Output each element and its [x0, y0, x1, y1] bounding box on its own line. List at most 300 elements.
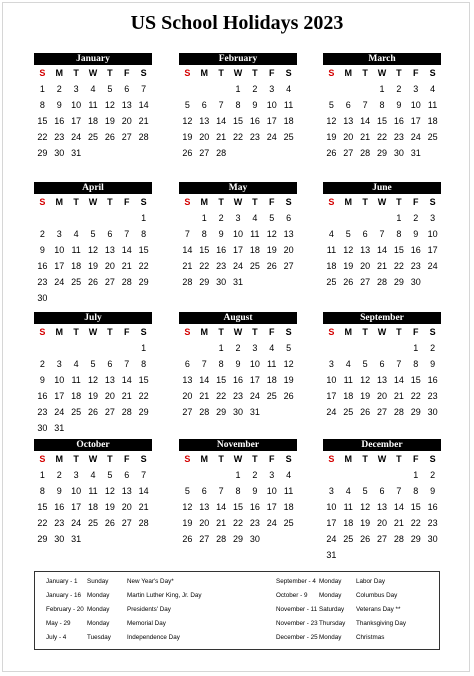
holiday-name: New Year's Day*: [127, 578, 174, 585]
empty-day-cell: [213, 467, 230, 483]
day-cell: 13: [182, 375, 193, 385]
day-cell: 19: [87, 261, 98, 271]
day-cell: 9: [235, 359, 241, 369]
day-cell: 16: [54, 502, 65, 512]
day-cell: 7: [141, 84, 147, 94]
day-cell: 24: [54, 407, 65, 417]
day-cell: 21: [138, 116, 149, 126]
day-cell: 25: [266, 391, 277, 401]
day-cell: 2: [39, 359, 45, 369]
empty-day-cell: [51, 210, 68, 226]
weekday-label: F: [268, 327, 275, 337]
day-cell: 3: [269, 470, 275, 480]
day-cell: 27: [376, 534, 387, 544]
day-cell: 24: [427, 261, 438, 271]
day-cell: 27: [182, 407, 193, 417]
day-cell: 22: [37, 518, 48, 528]
weekday-label: T: [252, 327, 258, 337]
day-cell: 18: [283, 116, 294, 126]
day-cell: 8: [141, 359, 147, 369]
weekday-label: S: [429, 327, 436, 337]
day-cell: 29: [232, 534, 243, 544]
day-cell: 22: [410, 518, 421, 528]
day-cell: 14: [376, 245, 387, 255]
day-cell: 11: [343, 502, 353, 512]
empty-day-cell: [340, 81, 357, 97]
day-cell: 9: [39, 245, 45, 255]
day-cell: 8: [141, 229, 147, 239]
weekday-label: W: [377, 197, 387, 207]
weekday-label: S: [140, 327, 147, 337]
day-cell: 14: [138, 100, 149, 110]
weekday-label: T: [218, 327, 224, 337]
day-cell: 12: [104, 486, 115, 496]
day-cell: 17: [232, 245, 243, 255]
day-cell: 2: [396, 84, 402, 94]
day-cell: 28: [121, 407, 132, 417]
day-cell: 6: [124, 84, 130, 94]
weekday-label: T: [252, 68, 258, 78]
day-cell: 12: [283, 359, 294, 369]
day-cell: 15: [393, 245, 404, 255]
day-cell: 23: [410, 261, 421, 271]
day-cell: 28: [393, 407, 404, 417]
day-cell: 15: [410, 375, 421, 385]
day-cell: 13: [199, 116, 210, 126]
weekday-label: T: [107, 197, 113, 207]
day-cell: 6: [107, 229, 113, 239]
day-cell: 27: [199, 534, 210, 544]
day-cell: 24: [326, 407, 337, 417]
empty-day-cell: [179, 81, 196, 97]
weekday-label: F: [268, 454, 275, 464]
day-cell: 29: [199, 277, 210, 287]
month-april: [34, 182, 152, 303]
day-cell: 27: [199, 148, 210, 158]
empty-day-cell: [196, 340, 213, 356]
weekday-label: F: [123, 68, 130, 78]
day-cell: 15: [37, 502, 48, 512]
day-cell: 4: [90, 470, 96, 480]
month-header: September: [323, 312, 441, 324]
weekday-label: S: [39, 197, 46, 207]
month-header: December: [323, 439, 441, 451]
day-cell: 27: [343, 148, 354, 158]
day-cell: 5: [328, 100, 334, 110]
day-cell: 23: [393, 132, 404, 142]
day-cell: 18: [343, 391, 354, 401]
day-cell: 3: [269, 84, 275, 94]
day-cell: 22: [37, 132, 48, 142]
day-cell: 13: [283, 229, 294, 239]
empty-day-cell: [179, 210, 196, 226]
day-cell: 16: [37, 261, 48, 271]
holiday-name: Veterans Day **: [356, 606, 401, 613]
month-header: February: [179, 53, 297, 65]
day-cell: 29: [138, 407, 149, 417]
day-cell: 18: [427, 116, 438, 126]
day-cell: 8: [413, 359, 419, 369]
holiday-date: January - 1: [46, 578, 78, 585]
weekday-label: M: [344, 68, 353, 78]
day-cell: 9: [413, 229, 419, 239]
day-cell: 30: [37, 423, 48, 433]
weekday-label: F: [412, 68, 419, 78]
day-cell: 11: [88, 100, 98, 110]
day-cell: 21: [121, 391, 132, 401]
empty-day-cell: [340, 340, 357, 356]
day-cell: 23: [249, 132, 260, 142]
weekday-label: F: [268, 68, 275, 78]
day-cell: 10: [71, 100, 82, 110]
day-cell: 29: [393, 277, 404, 287]
day-cell: 25: [249, 261, 260, 271]
weekday-label: M: [200, 327, 209, 337]
month-days-grid: [34, 451, 152, 547]
day-cell: 30: [232, 407, 243, 417]
holiday-weekday: Sunday: [87, 578, 109, 585]
day-cell: 9: [56, 486, 62, 496]
empty-day-cell: [390, 340, 407, 356]
day-cell: 20: [376, 391, 387, 401]
empty-day-cell: [34, 210, 51, 226]
day-cell: 23: [54, 132, 65, 142]
weekday-label: M: [200, 454, 209, 464]
month-september: [323, 312, 441, 424]
month-days-grid: [323, 324, 441, 420]
day-cell: 19: [266, 245, 277, 255]
day-cell: 28: [199, 407, 210, 417]
day-cell: 16: [37, 391, 48, 401]
weekday-label: T: [396, 454, 402, 464]
day-cell: 22: [138, 261, 149, 271]
month-december: [323, 439, 441, 560]
holiday-date: November - 11: [276, 606, 318, 613]
weekday-label: S: [184, 327, 191, 337]
day-cell: 1: [396, 213, 402, 223]
day-cell: 29: [37, 148, 48, 158]
day-cell: 5: [90, 229, 96, 239]
empty-day-cell: [374, 210, 391, 226]
day-cell: 10: [54, 245, 65, 255]
day-cell: 24: [232, 261, 243, 271]
weekday-label: S: [328, 327, 335, 337]
day-cell: 14: [216, 502, 227, 512]
empty-day-cell: [340, 210, 357, 226]
day-cell: 24: [54, 277, 65, 287]
day-cell: 20: [376, 518, 387, 528]
day-cell: 26: [360, 534, 371, 544]
weekday-label: S: [429, 454, 436, 464]
day-cell: 13: [199, 502, 210, 512]
day-cell: 10: [232, 229, 243, 239]
day-cell: 18: [87, 502, 98, 512]
day-cell: 25: [71, 407, 82, 417]
month-days-grid: [179, 324, 297, 420]
empty-day-cell: [323, 81, 340, 97]
day-cell: 10: [266, 486, 277, 496]
day-cell: 31: [326, 550, 337, 560]
empty-day-cell: [68, 210, 85, 226]
day-cell: 12: [182, 116, 193, 126]
holiday-weekday: Monday: [87, 592, 110, 599]
day-cell: 23: [37, 277, 48, 287]
day-cell: 25: [87, 132, 98, 142]
day-cell: 26: [182, 534, 193, 544]
day-cell: 2: [39, 229, 45, 239]
day-cell: 22: [216, 391, 227, 401]
weekday-label: F: [123, 197, 130, 207]
day-cell: 7: [201, 359, 207, 369]
holiday-row: [35, 604, 439, 616]
holiday-name: Labor Day: [356, 578, 386, 585]
day-cell: 21: [376, 261, 387, 271]
weekday-label: S: [285, 68, 292, 78]
day-cell: 12: [326, 116, 337, 126]
weekday-label: T: [362, 197, 368, 207]
day-cell: 23: [427, 391, 438, 401]
day-cell: 4: [286, 470, 292, 480]
day-cell: 12: [182, 502, 193, 512]
empty-day-cell: [101, 340, 118, 356]
day-cell: 3: [328, 486, 334, 496]
day-cell: 26: [360, 407, 371, 417]
weekday-label: S: [328, 68, 335, 78]
day-cell: 12: [104, 100, 115, 110]
day-cell: 8: [39, 486, 45, 496]
day-cell: 10: [410, 100, 421, 110]
empty-day-cell: [68, 340, 85, 356]
weekday-label: T: [218, 454, 224, 464]
day-cell: 7: [218, 100, 224, 110]
day-cell: 28: [376, 277, 387, 287]
month-october: [34, 439, 152, 551]
holiday-weekday: Monday: [87, 620, 110, 627]
day-cell: 11: [326, 245, 337, 255]
day-cell: 24: [326, 534, 337, 544]
empty-day-cell: [179, 467, 196, 483]
month-header: November: [179, 439, 297, 451]
day-cell: 27: [104, 407, 115, 417]
weekday-label: T: [396, 327, 402, 337]
holiday-date: October - 9: [276, 592, 308, 599]
weekday-label: M: [200, 197, 209, 207]
weekday-label: W: [377, 68, 387, 78]
day-cell: 15: [138, 375, 149, 385]
day-cell: 17: [266, 116, 277, 126]
day-cell: 6: [107, 359, 113, 369]
day-cell: 11: [283, 100, 294, 110]
day-cell: 5: [362, 486, 368, 496]
day-cell: 30: [427, 407, 438, 417]
day-cell: 5: [90, 359, 96, 369]
weekday-label: W: [88, 454, 98, 464]
weekday-label: T: [252, 454, 258, 464]
month-header: April: [34, 182, 152, 194]
weekday-label: S: [328, 197, 335, 207]
day-cell: 17: [54, 261, 65, 271]
weekday-label: M: [55, 68, 64, 78]
day-cell: 28: [138, 518, 149, 528]
day-cell: 25: [71, 277, 82, 287]
day-cell: 27: [283, 261, 294, 271]
month-header: June: [323, 182, 441, 194]
day-cell: 3: [73, 84, 79, 94]
weekday-label: T: [218, 197, 224, 207]
day-cell: 22: [199, 261, 210, 271]
day-cell: 12: [87, 245, 98, 255]
weekday-label: S: [140, 197, 147, 207]
empty-day-cell: [323, 210, 340, 226]
weekday-label: S: [39, 327, 46, 337]
day-cell: 22: [410, 391, 421, 401]
holiday-date: December - 25: [276, 634, 318, 641]
day-cell: 16: [393, 116, 404, 126]
empty-day-cell: [34, 340, 51, 356]
empty-day-cell: [196, 467, 213, 483]
day-cell: 3: [56, 359, 62, 369]
day-cell: 3: [413, 84, 419, 94]
day-cell: 10: [326, 375, 337, 385]
day-cell: 23: [37, 407, 48, 417]
day-cell: 21: [393, 391, 404, 401]
day-cell: 9: [218, 229, 224, 239]
day-cell: 15: [138, 245, 149, 255]
day-cell: 17: [266, 502, 277, 512]
holiday-weekday: Monday: [319, 578, 342, 585]
day-cell: 18: [266, 375, 277, 385]
day-cell: 11: [88, 486, 98, 496]
day-cell: 27: [121, 132, 132, 142]
day-cell: 19: [326, 132, 337, 142]
empty-day-cell: [51, 340, 68, 356]
month-june: [323, 182, 441, 294]
day-cell: 15: [216, 375, 227, 385]
day-cell: 15: [410, 502, 421, 512]
day-cell: 6: [184, 359, 190, 369]
day-cell: 2: [430, 470, 436, 480]
month-january: [34, 53, 152, 165]
empty-day-cell: [357, 340, 374, 356]
holiday-row: [35, 576, 439, 588]
holiday-weekday: Monday: [87, 606, 110, 613]
day-cell: 14: [182, 245, 193, 255]
day-cell: 24: [71, 132, 82, 142]
weekday-label: T: [362, 454, 368, 464]
day-cell: 24: [266, 518, 277, 528]
day-cell: 23: [232, 391, 243, 401]
day-cell: 5: [107, 84, 113, 94]
weekday-label: W: [88, 327, 98, 337]
day-cell: 13: [104, 375, 115, 385]
day-cell: 17: [427, 245, 438, 255]
day-cell: 20: [343, 132, 354, 142]
day-cell: 7: [396, 359, 402, 369]
empty-day-cell: [390, 467, 407, 483]
weekday-label: T: [362, 68, 368, 78]
day-cell: 18: [87, 116, 98, 126]
day-cell: 4: [345, 359, 351, 369]
day-cell: 11: [283, 486, 294, 496]
holiday-row: [35, 590, 439, 602]
month-header: August: [179, 312, 297, 324]
day-cell: 21: [360, 132, 371, 142]
day-cell: 17: [249, 375, 260, 385]
day-cell: 25: [343, 534, 354, 544]
day-cell: 15: [232, 502, 243, 512]
month-days-grid: [34, 65, 152, 161]
day-cell: 13: [121, 100, 132, 110]
day-cell: 16: [232, 375, 243, 385]
day-cell: 30: [37, 293, 48, 303]
day-cell: 1: [218, 343, 224, 353]
weekday-label: W: [377, 454, 387, 464]
weekday-label: M: [55, 197, 64, 207]
empty-day-cell: [323, 340, 340, 356]
day-cell: 5: [184, 100, 190, 110]
day-cell: 4: [328, 229, 334, 239]
day-cell: 25: [326, 277, 337, 287]
day-cell: 7: [218, 486, 224, 496]
day-cell: 28: [360, 148, 371, 158]
day-cell: 16: [216, 245, 227, 255]
day-cell: 30: [410, 277, 421, 287]
day-cell: 17: [326, 391, 337, 401]
day-cell: 4: [73, 359, 79, 369]
empty-day-cell: [85, 210, 102, 226]
day-cell: 24: [249, 391, 260, 401]
weekday-label: S: [328, 454, 335, 464]
day-cell: 16: [249, 502, 260, 512]
weekday-label: W: [88, 68, 98, 78]
day-cell: 8: [379, 100, 385, 110]
holiday-date: July - 4: [46, 634, 67, 641]
holiday-name: Presidents' Day: [127, 606, 171, 613]
day-cell: 15: [37, 116, 48, 126]
day-cell: 16: [427, 502, 438, 512]
month-header: March: [323, 53, 441, 65]
month-header: May: [179, 182, 297, 194]
day-cell: 12: [360, 502, 371, 512]
day-cell: 28: [216, 148, 227, 158]
day-cell: 28: [393, 534, 404, 544]
holiday-name: Thanksgiving Day: [356, 620, 407, 627]
day-cell: 16: [410, 245, 421, 255]
weekday-label: S: [184, 68, 191, 78]
day-cell: 6: [345, 100, 351, 110]
day-cell: 1: [379, 84, 385, 94]
day-cell: 14: [199, 375, 210, 385]
day-cell: 4: [345, 486, 351, 496]
day-cell: 13: [104, 245, 115, 255]
day-cell: 7: [141, 470, 147, 480]
day-cell: 19: [360, 391, 371, 401]
day-cell: 30: [216, 277, 227, 287]
day-cell: 26: [326, 148, 337, 158]
weekday-label: F: [412, 197, 419, 207]
day-cell: 5: [362, 359, 368, 369]
month-february: [179, 53, 297, 165]
day-cell: 11: [427, 100, 438, 110]
weekday-label: S: [285, 454, 292, 464]
weekday-label: F: [123, 327, 130, 337]
holiday-row: [35, 632, 439, 644]
day-cell: 9: [39, 375, 45, 385]
day-cell: 9: [252, 100, 258, 110]
day-cell: 6: [286, 213, 292, 223]
day-cell: 12: [266, 229, 277, 239]
day-cell: 29: [376, 148, 387, 158]
